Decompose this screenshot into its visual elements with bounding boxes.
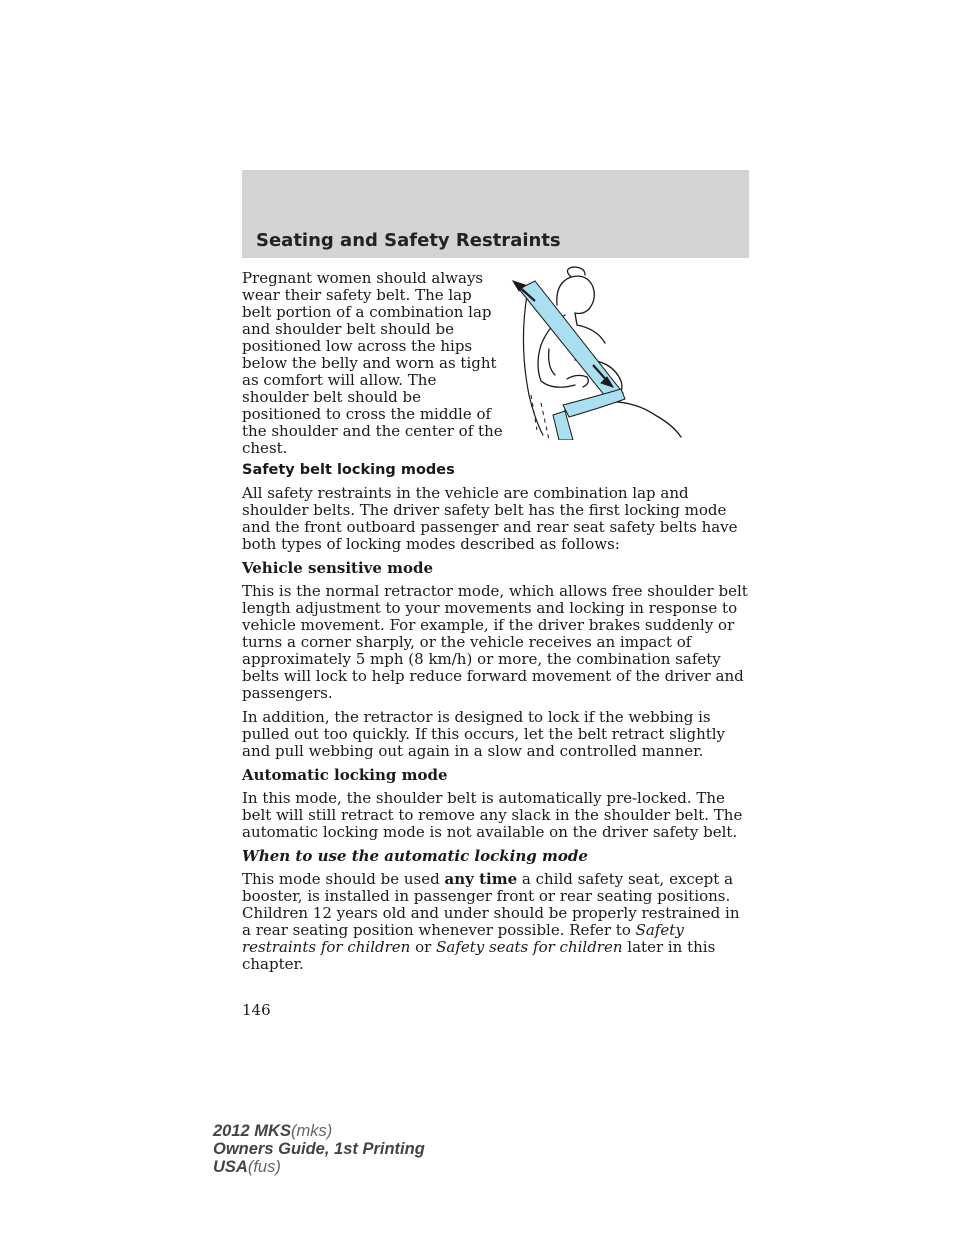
reference-safety-restraints-children: Safety restraints for children	[242, 921, 684, 956]
footer-line-1	[213, 1122, 425, 1140]
when-text-3: or	[415, 938, 432, 956]
section-title: Seating and Safety Restraints	[256, 230, 561, 251]
heading-locking-modes: Safety belt locking modes	[242, 462, 455, 478]
paragraph-locking-modes: All safety restraints in the vehicle are combination lap and shoulder belts. The driver safety belt has the first locking mode and the front outboard passenger and rear seat safety belts have both types of locking modes described as follows:	[242, 484, 738, 553]
footer-region: USA	[213, 1158, 248, 1176]
footer-printing: Owners Guide, 1st Printing	[213, 1140, 425, 1158]
when-text-2: a child safety seat, except a booster, is installed in passenger front or rear seating positions. Children 12 years old and under should be properly restrained in a rear seating position whenever possible. Refer to	[242, 870, 740, 939]
intro-paragraph	[242, 270, 504, 457]
reference-safety-seats-children: Safety seats for children	[436, 938, 623, 956]
footer-line-2	[213, 1140, 425, 1158]
main-content	[242, 462, 750, 980]
heading-when-to-use: When to use the automatic locking mode	[242, 847, 588, 865]
page-number: 146	[242, 1001, 271, 1019]
paragraph-when-to-use	[242, 871, 750, 973]
when-text-1: This mode should be used	[242, 870, 440, 888]
when-text-4: later in this chapter.	[242, 938, 716, 973]
footer-region-code: (fus)	[247, 1158, 281, 1176]
paragraph-automatic-locking: In this mode, the shoulder belt is automatically pre-locked. The belt will still retract to remove any slack in the shoulder belt. The automatic locking mode is not available on the driver safety belt.	[242, 789, 743, 841]
paragraph-vehicle-sensitive: This is the normal retractor mode, which allows free shoulder belt length adjustment to your movements and locking in response to vehicle movement. For example, if the driver brakes suddenly or turns a corner sharply, or the vehicle receives an impact of approximately 5 mph (8 km/h) or more, the combination safety belts will lock to help reduce forward movement of the driver and passengers.	[242, 582, 748, 702]
footer-model: 2012 MKS	[213, 1122, 291, 1140]
section-header-band	[242, 170, 749, 258]
pregnant-woman-seatbelt-illustration	[505, 265, 685, 440]
intro-text: Pregnant women should always wear their safety belt. The lap belt portion of a combination lap and shoulder belt should be positioned low across the hips below the belly and worn as tight as comfort will allow. The shoulder belt should be positioned to cross the middle of the shoulder and the center of the chest.	[242, 269, 503, 457]
heading-vehicle-sensitive: Vehicle sensitive mode	[242, 559, 434, 577]
footer-model-code: (mks)	[290, 1122, 333, 1140]
when-emphasis: any time	[444, 870, 518, 888]
document-footer	[213, 1122, 425, 1176]
footer-line-3	[213, 1158, 425, 1176]
paragraph-retractor: In addition, the retractor is designed to lock if the webbing is pulled out too quickly. If this occurs, let the belt retract slightly and pull webbing out again in a slow and controlled manner.	[242, 708, 726, 760]
heading-automatic-locking: Automatic locking mode	[242, 766, 448, 784]
